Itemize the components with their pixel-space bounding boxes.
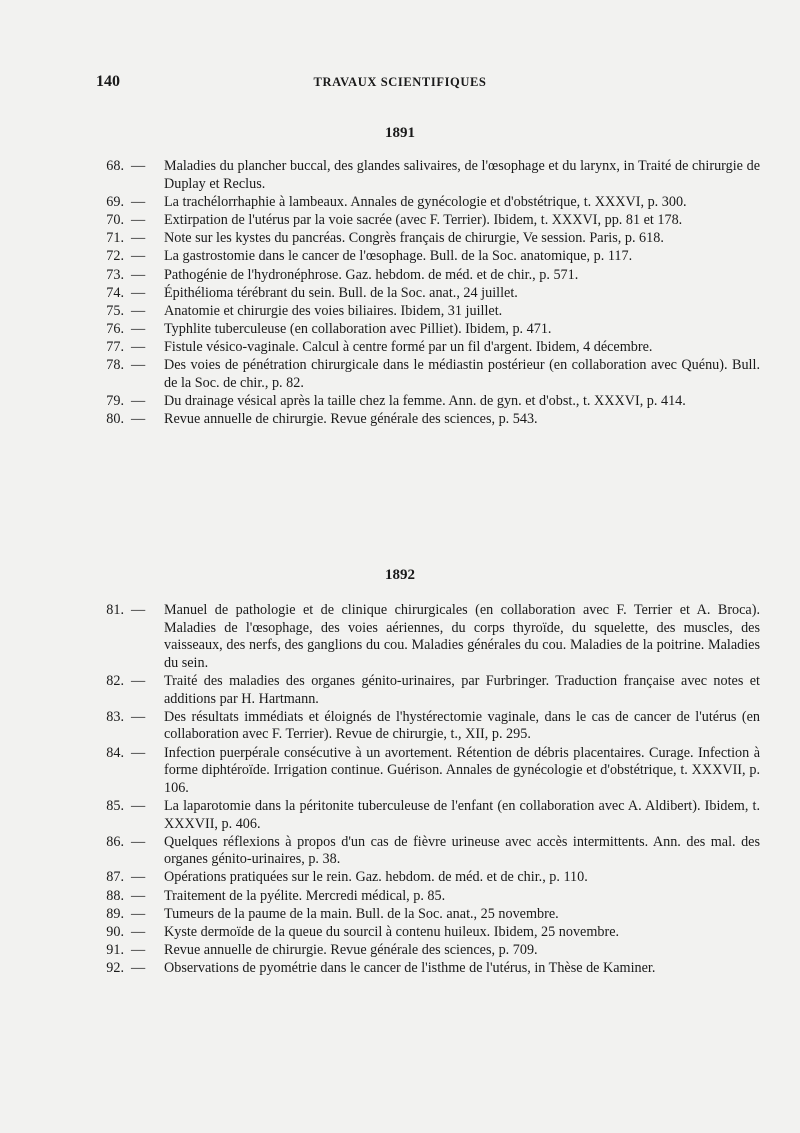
entry-text: Revue annuelle de chirurgie. Revue générale des sciences, p. 543. <box>164 411 538 428</box>
entry-text: Note sur les kystes du pancréas. Congrès français de chirurgie, Ve session. Paris, p. 618. <box>164 230 664 247</box>
entry-dash: — <box>131 960 146 977</box>
year-heading-1891: 1891 <box>385 125 415 141</box>
list-item <box>98 709 760 744</box>
entry-number: 73. <box>106 266 124 283</box>
list-item <box>98 906 760 924</box>
entry-number: 76. <box>106 321 124 338</box>
list-item <box>98 869 760 887</box>
entry-number: 85. <box>106 797 124 814</box>
entry-text: Des voies de pénétration chirurgicale dans le médiastin postérieur (en collaboration avec Quénu). Bull. de la Soc. de chir., p. 82. <box>164 357 760 392</box>
entry-dash: — <box>131 744 146 761</box>
list-item <box>98 267 760 285</box>
entry-text: Traitement de la pyélite. Mercredi médical, p. 85. <box>164 887 446 904</box>
entry-number: 70. <box>106 211 124 228</box>
entry-number: 91. <box>106 942 124 959</box>
entry-number: 74. <box>106 284 124 301</box>
list-item <box>98 393 760 411</box>
entry-number: 68. <box>106 158 124 174</box>
entry-dash: — <box>131 266 146 283</box>
entry-dash: — <box>131 393 146 410</box>
entry-dash: — <box>131 797 146 814</box>
entry-number: 69. <box>106 193 124 210</box>
entry-dash: — <box>131 411 146 428</box>
entry-dash: — <box>131 193 146 210</box>
entry-dash: — <box>131 211 146 228</box>
list-item <box>98 834 760 869</box>
entry-dash: — <box>131 887 146 904</box>
running-head: TRAVAUX SCIENTIFIQUES <box>313 75 487 89</box>
entry-text: Anatomie et chirurgie des voies biliaires. Ibidem, 31 juillet. <box>164 302 503 319</box>
list-item <box>98 888 760 906</box>
entry-text: La laparotomie dans la péritonite tuberculeuse de l'enfant (en collaboration avec A. Aldibert). Ibidem, t. XXXVII, p. 406. <box>164 797 760 832</box>
entry-number: 72. <box>106 248 124 265</box>
entry-number: 92. <box>106 960 124 977</box>
list-item <box>98 248 760 266</box>
list-item <box>98 357 760 392</box>
entry-text: Fistule vésico-vaginale. Calcul à centre formé par un fil d'argent. Ibidem, 4 décembre. <box>164 339 653 356</box>
entry-number: 75. <box>106 302 124 319</box>
list-item <box>98 194 760 212</box>
list-item <box>98 960 760 978</box>
list-item <box>98 158 760 193</box>
entry-dash: — <box>131 357 146 374</box>
entry-text: Kyste dermoïde de la queue du sourcil à contenu huileux. Ibidem, 25 novembre. <box>164 924 620 941</box>
list-item <box>98 745 760 798</box>
entry-number: 80. <box>106 411 124 428</box>
entry-dash: — <box>131 284 146 301</box>
entry-text: Tumeurs de la paume de la main. Bull. de la Soc. anat., 25 novembre. <box>164 905 559 922</box>
page-number: 140 <box>96 73 120 90</box>
entry-dash: — <box>131 905 146 922</box>
entry-text: Opérations pratiquées sur le rein. Gaz. hebdom. de méd. et de chir., p. 110. <box>164 869 588 886</box>
entry-list-1892 <box>98 602 760 979</box>
entry-number: 82. <box>106 672 124 689</box>
entry-dash: — <box>131 230 146 247</box>
entry-text: Des résultats immédiats et éloignés de l'hystérectomie vaginale, dans le cas de cancer de l'utérus (en collaboration avec F. Terrier). Revue de chirurgie, t., XII, p. 295. <box>164 708 760 743</box>
entry-dash: — <box>131 339 146 356</box>
entry-dash: — <box>131 321 146 338</box>
entry-text: Revue annuelle de chirurgie. Revue générale des sciences, p. 709. <box>164 942 538 959</box>
list-item <box>98 942 760 960</box>
entry-dash: — <box>131 708 146 725</box>
list-item <box>98 339 760 357</box>
list-item <box>98 285 760 303</box>
entry-number: 90. <box>106 924 124 941</box>
entry-dash: — <box>131 302 146 319</box>
entry-dash: — <box>131 942 146 959</box>
entry-number: 89. <box>106 905 124 922</box>
entry-dash: — <box>131 248 146 265</box>
entry-dash: — <box>131 833 146 850</box>
list-item <box>98 212 760 230</box>
entry-text: Du drainage vésical après la taille chez la femme. Ann. de gyn. et d'obst., t. XXXVI, p. 414. <box>164 393 686 410</box>
entry-number: 79. <box>106 393 124 410</box>
list-item <box>98 924 760 942</box>
entry-text: La gastrostomie dans le cancer de l'œsophage. Bull. de la Soc. anatomique, p. 117. <box>164 248 633 265</box>
list-item <box>98 798 760 833</box>
entry-number: 84. <box>106 744 124 761</box>
list-item <box>98 303 760 321</box>
entry-text: Traité des maladies des organes génito-urinaires, par Furbringer. Traduction française avec notes et additions par H. Hartmann. <box>164 672 760 707</box>
list-item <box>98 321 760 339</box>
list-item <box>98 411 760 429</box>
entry-dash: — <box>131 602 146 618</box>
entry-dash: — <box>131 672 146 689</box>
entry-text: Typhlite tuberculeuse (en collaboration avec Pilliet). Ibidem, p. 471. <box>164 321 552 338</box>
entry-text: Maladies du plancher buccal, des glandes salivaires, de l'œsophage et du larynx, in Traité de chirurgie de Duplay et Reclus. <box>164 158 760 192</box>
list-item <box>98 602 760 672</box>
entry-number: 87. <box>106 869 124 886</box>
entry-text: Épithélioma térébrant du sein. Bull. de la Soc. anat., 24 juillet. <box>164 284 518 301</box>
entry-number: 83. <box>106 708 124 725</box>
entry-number: 78. <box>106 357 124 374</box>
entry-number: 86. <box>106 833 124 850</box>
year-heading-1892: 1892 <box>385 567 415 583</box>
entry-number: 77. <box>106 339 124 356</box>
entry-text: Quelques réflexions à propos d'un cas de fièvre urineuse avec accès intermittents. Ann. des mal. des organes génito-urinaires, p. 38. <box>164 833 760 868</box>
entry-list-1891 <box>98 158 760 430</box>
entry-text: Pathogénie de l'hydronéphrose. Gaz. hebdom. de méd. et de chir., p. 571. <box>164 266 579 283</box>
entry-text: La trachélorrhaphie à lambeaux. Annales de gynécologie et d'obstétrique, t. XXXVI, p. 300. <box>164 193 687 210</box>
entry-text: Observations de pyométrie dans le cancer de l'isthme de l'utérus, in Thèse de Kaminer. <box>164 960 656 977</box>
entry-text: Extirpation de l'utérus par la voie sacrée (avec F. Terrier). Ibidem, t. XXXVI, pp. 81 et 178. <box>164 211 683 228</box>
entry-dash: — <box>131 158 146 174</box>
list-item <box>98 230 760 248</box>
entry-number: 71. <box>106 230 124 247</box>
entry-number: 81. <box>106 602 124 618</box>
entry-dash: — <box>131 869 146 886</box>
entry-text: Infection puerpérale consécutive à un avortement. Rétention de débris placentaires. Curage. Infection à forme diphtéroïde. Irrigation continue. Guérison. Annales de gynécologie et d'obstétrique, t. XXXVII, p. 106. <box>164 744 760 796</box>
entry-number: 88. <box>106 887 124 904</box>
entry-text: Manuel de pathologie et de clinique chirurgicales (en collaboration avec F. Terrier et A. Broca). Maladies de l'œsophage, des voies aériennes, du corps thyroïde, du squelette, des muscles, des vaisseaux, des nerfs, des ganglions du cou. Maladies générales du cou. Maladies de la poitrine. Maladies du sein. <box>164 602 760 671</box>
entry-dash: — <box>131 924 146 941</box>
list-item <box>98 673 760 708</box>
